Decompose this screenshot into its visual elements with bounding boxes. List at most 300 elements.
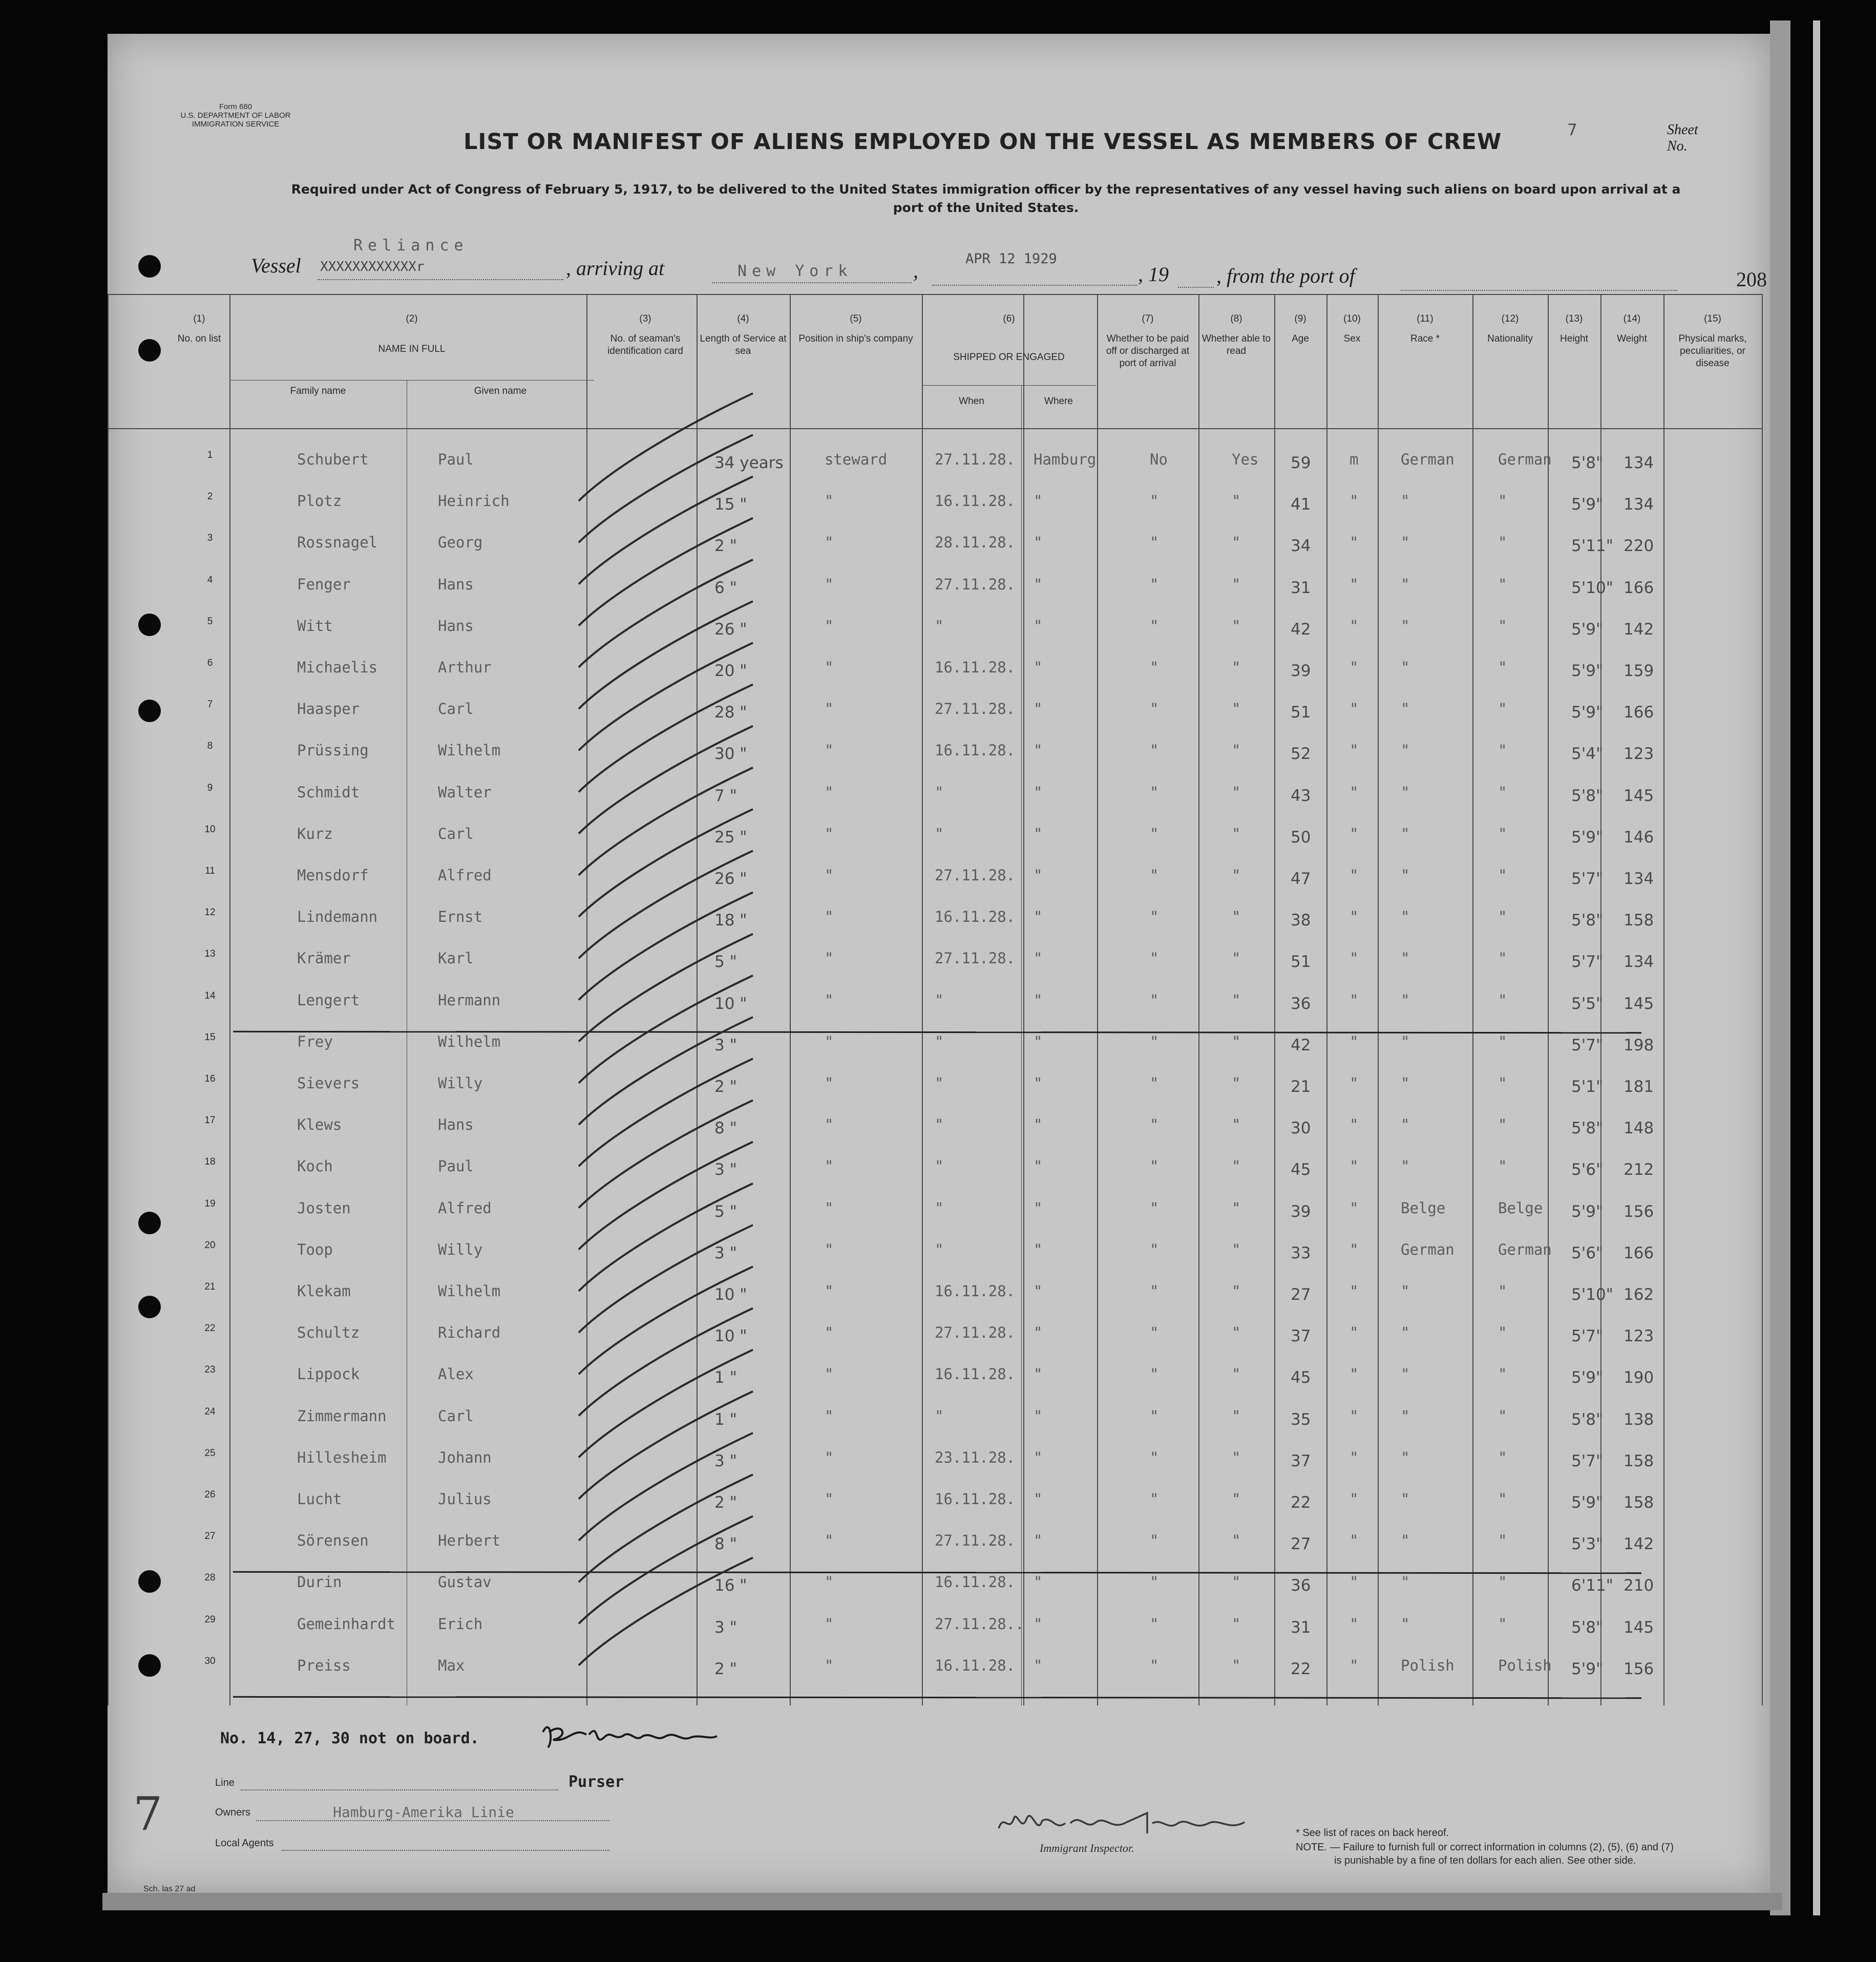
column-number: (5) xyxy=(850,313,862,324)
cell-paid: " xyxy=(1150,659,1159,676)
cell-race: " xyxy=(1401,825,1410,842)
cell-service: 3 " xyxy=(714,1036,737,1054)
cell-position: " xyxy=(825,1157,834,1175)
column-number: (6) xyxy=(1003,313,1015,324)
vessel-name-struck: XXXXXXXXXXXXr xyxy=(320,259,425,275)
row-number: 28 xyxy=(204,1572,216,1584)
cell-family: Zimmermann xyxy=(297,1407,387,1425)
cell-height: 5'5" xyxy=(1571,994,1604,1013)
cell-position: " xyxy=(825,1365,834,1383)
cell-age: 38 xyxy=(1291,911,1311,930)
cell-paid: " xyxy=(1150,1448,1159,1466)
cell-read: " xyxy=(1232,1032,1241,1050)
cell-when: 27.11.28. xyxy=(935,867,1016,884)
cell-race: " xyxy=(1401,908,1410,926)
cell-read: " xyxy=(1232,825,1241,842)
cell-nat: " xyxy=(1498,825,1507,842)
cell-age: 36 xyxy=(1291,1576,1311,1595)
column-header: Position in ship's company xyxy=(798,333,913,344)
cell-paid: " xyxy=(1150,825,1159,842)
cell-sex: " xyxy=(1350,950,1359,967)
cell-family: Gemeinhardt xyxy=(297,1615,396,1633)
cell-sex: " xyxy=(1350,991,1359,1009)
cell-race: " xyxy=(1401,1448,1410,1466)
column-number: (15) xyxy=(1704,313,1721,324)
cell-weight: 145 xyxy=(1624,994,1654,1013)
cell-when: 16.11.28. xyxy=(935,1490,1016,1508)
cell-sex: " xyxy=(1350,617,1359,635)
cell-family: Josten xyxy=(297,1199,351,1217)
cell-where: " xyxy=(1034,1157,1043,1175)
row-number: 9 xyxy=(207,782,213,793)
cell-age: 37 xyxy=(1291,1451,1311,1470)
cell-given: Julius xyxy=(438,1490,492,1508)
row-number: 20 xyxy=(204,1239,216,1251)
cell-given: Willy xyxy=(438,1074,483,1092)
cell-given: Hans xyxy=(438,617,474,635)
column-number: (1) xyxy=(193,313,205,324)
cell-where: " xyxy=(1034,1074,1043,1092)
cell-sex: " xyxy=(1350,492,1359,510)
cell-family: Michaelis xyxy=(297,659,378,676)
cell-nat: " xyxy=(1498,1573,1507,1591)
cell-when: 16.11.28. xyxy=(935,742,1016,760)
cell-nat: Polish xyxy=(1498,1656,1552,1674)
cell-position: " xyxy=(825,908,834,926)
row-number: 7 xyxy=(207,699,213,710)
cell-service: 25 " xyxy=(714,828,747,847)
cell-service: 10 " xyxy=(714,994,747,1013)
cell-family: Toop xyxy=(297,1240,333,1258)
cell-when: 16.11.28. xyxy=(935,908,1016,926)
cell-family: Klews xyxy=(297,1116,342,1134)
cell-service: 6 " xyxy=(714,578,737,597)
cell-paid: " xyxy=(1150,1532,1159,1550)
cell-paid: " xyxy=(1150,908,1159,926)
cell-paid: " xyxy=(1150,742,1159,760)
cell-sex: " xyxy=(1350,908,1359,926)
cell-read: " xyxy=(1232,492,1241,510)
cell-family: Witt xyxy=(297,617,333,635)
cell-read: " xyxy=(1232,575,1241,593)
cell-nat: " xyxy=(1498,1324,1507,1342)
cell-race: " xyxy=(1401,1365,1410,1383)
cell-when: 27.11.28. xyxy=(935,700,1016,718)
cell-read: " xyxy=(1232,1240,1241,1258)
cell-position: " xyxy=(825,1074,834,1092)
cell-given: Wilhelm xyxy=(438,1032,501,1050)
cell-when: " xyxy=(935,783,944,801)
cell-position: " xyxy=(825,825,834,842)
cell-service: 28 " xyxy=(714,703,747,722)
cell-family: Sievers xyxy=(297,1074,360,1092)
cell-paid: " xyxy=(1150,1615,1159,1633)
cell-service: 3 " xyxy=(714,1243,737,1262)
cell-weight: 162 xyxy=(1624,1285,1654,1304)
cell-read: " xyxy=(1232,617,1241,635)
cell-where: " xyxy=(1034,991,1043,1009)
row-number: 25 xyxy=(204,1447,216,1459)
cell-given: Wilhelm xyxy=(438,1282,501,1300)
cell-race: " xyxy=(1401,700,1410,718)
cell-read: " xyxy=(1232,1199,1241,1217)
column-number: (13) xyxy=(1565,313,1583,324)
cell-read: " xyxy=(1232,1490,1241,1508)
cell-service: 30 " xyxy=(714,745,747,764)
cell-paid: " xyxy=(1150,950,1159,967)
row-number: 6 xyxy=(207,658,213,668)
cell-age: 45 xyxy=(1291,1368,1311,1387)
check-stroke xyxy=(579,1558,753,1665)
cell-where: " xyxy=(1034,1365,1043,1383)
cell-family: Koch xyxy=(297,1157,333,1175)
cell-race: " xyxy=(1401,1157,1410,1175)
column-number: (9) xyxy=(1294,313,1306,324)
column-header: Nationality xyxy=(1487,333,1533,344)
cell-where: " xyxy=(1034,1324,1043,1342)
cell-weight: 198 xyxy=(1624,1036,1654,1054)
cell-height: 5'9" xyxy=(1571,495,1604,514)
cell-height: 5'9" xyxy=(1571,662,1604,680)
column-header: Age xyxy=(1292,333,1309,344)
cell-age: 31 xyxy=(1291,1618,1311,1637)
cell-sex: " xyxy=(1350,1282,1359,1300)
cell-age: 30 xyxy=(1291,1119,1311,1138)
cell-nat: " xyxy=(1498,700,1507,718)
cell-age: 34 xyxy=(1291,537,1311,556)
cell-race: " xyxy=(1401,1282,1410,1300)
cell-family: Sörensen xyxy=(297,1532,369,1550)
cell-height: 5'4" xyxy=(1571,745,1604,764)
cell-weight: 158 xyxy=(1624,1451,1654,1470)
column-number: (3) xyxy=(639,313,651,324)
cell-read: " xyxy=(1232,1615,1241,1633)
cell-weight: 145 xyxy=(1624,1618,1654,1637)
cell-when: " xyxy=(935,1199,944,1217)
cell-service: 16 " xyxy=(714,1576,747,1595)
row-number: 4 xyxy=(207,574,213,585)
form-number: Form 680 xyxy=(219,102,252,111)
cell-position: " xyxy=(825,950,834,967)
cell-given: Alex xyxy=(438,1365,474,1383)
cell-race: " xyxy=(1401,1324,1410,1342)
column-number: (8) xyxy=(1230,313,1242,324)
cell-paid: " xyxy=(1150,1157,1159,1175)
cell-age: 22 xyxy=(1291,1659,1311,1678)
cell-when: " xyxy=(935,1032,944,1050)
cell-nat: " xyxy=(1498,1615,1507,1633)
subtitle-line-2: port of the United States. xyxy=(893,200,1079,215)
cell-read: " xyxy=(1232,1573,1241,1591)
cell-where: " xyxy=(1034,575,1043,593)
cell-race: German xyxy=(1401,451,1455,468)
cell-position: " xyxy=(825,1116,834,1134)
cell-family: Preiss xyxy=(297,1656,351,1674)
row-number: 23 xyxy=(204,1364,216,1376)
cell-race: " xyxy=(1401,1532,1410,1550)
cell-family: Lindemann xyxy=(297,908,378,926)
cell-nat: " xyxy=(1498,1365,1507,1383)
cell-where: " xyxy=(1034,700,1043,718)
cell-race: " xyxy=(1401,1573,1410,1591)
cell-where: " xyxy=(1034,825,1043,842)
column-header: Whether able to read xyxy=(1202,333,1271,356)
cell-service: 5 " xyxy=(714,1202,737,1221)
cell-age: 39 xyxy=(1291,1202,1311,1221)
inspector-label: Immigrant Inspector. xyxy=(1040,1842,1134,1854)
cell-family: Fenger xyxy=(297,575,351,593)
cell-position: " xyxy=(825,659,834,676)
cell-sex: " xyxy=(1350,700,1359,718)
cell-read: " xyxy=(1232,1532,1241,1550)
line-label: Line xyxy=(215,1777,235,1788)
cell-race: " xyxy=(1401,783,1410,801)
cell-race: " xyxy=(1401,659,1410,676)
cell-height: 5'7" xyxy=(1571,1036,1604,1054)
cell-position: " xyxy=(825,1448,834,1466)
cell-weight: 181 xyxy=(1624,1078,1654,1096)
cell-nat: " xyxy=(1498,742,1507,760)
cell-when: 28.11.28. xyxy=(935,534,1016,552)
cell-family: Frey xyxy=(297,1032,333,1050)
cell-weight: 123 xyxy=(1624,1327,1654,1346)
cell-where: " xyxy=(1034,1240,1043,1258)
row-number: 27 xyxy=(204,1531,216,1542)
cell-sex: " xyxy=(1350,534,1359,552)
owners-label: Owners xyxy=(215,1807,250,1818)
cell-where: " xyxy=(1034,867,1043,884)
cell-position: " xyxy=(825,1282,834,1300)
cell-paid: " xyxy=(1150,1116,1159,1134)
cell-race: " xyxy=(1401,617,1410,635)
subcolumn-family: Family name xyxy=(290,386,346,396)
cell-read: " xyxy=(1232,1116,1241,1134)
cell-read: " xyxy=(1232,700,1241,718)
cell-where: " xyxy=(1034,1532,1043,1550)
cell-sex: " xyxy=(1350,1656,1359,1674)
cell-where: " xyxy=(1034,617,1043,635)
cell-height: 5'8" xyxy=(1571,1119,1604,1138)
cell-sex: " xyxy=(1350,1157,1359,1175)
stamp-number: 208 xyxy=(1736,268,1767,291)
cell-given: Johann xyxy=(438,1448,492,1466)
cell-read: " xyxy=(1232,1448,1241,1466)
cell-position: " xyxy=(825,742,834,760)
row-number: 10 xyxy=(204,824,216,835)
subcolumn-when: When xyxy=(959,396,984,407)
cell-age: 22 xyxy=(1291,1493,1311,1512)
print-code: Sch. las 27 ad xyxy=(143,1885,196,1893)
cell-weight: 166 xyxy=(1624,1243,1654,1262)
cell-position: " xyxy=(825,1407,834,1425)
cell-age: 31 xyxy=(1291,578,1311,597)
cell-race: " xyxy=(1401,1074,1410,1092)
cell-nat: " xyxy=(1498,659,1507,676)
cell-nat: " xyxy=(1498,991,1507,1009)
cell-read: Yes xyxy=(1232,451,1259,468)
cell-family: Rossnagel xyxy=(297,534,378,552)
cell-read: " xyxy=(1232,991,1241,1009)
cell-height: 5'8" xyxy=(1571,454,1604,472)
cell-service: 2 " xyxy=(714,1078,737,1096)
column-number: (14) xyxy=(1623,313,1641,324)
cell-position: " xyxy=(825,492,834,510)
cell-read: " xyxy=(1232,950,1241,967)
cell-service: 18 " xyxy=(714,911,747,930)
cell-nat: " xyxy=(1498,492,1507,510)
cell-sex: " xyxy=(1350,1407,1359,1425)
cell-weight: 220 xyxy=(1624,537,1654,556)
cell-sex: " xyxy=(1350,1240,1359,1258)
cell-family: Klekam xyxy=(297,1282,351,1300)
cell-read: " xyxy=(1232,1324,1241,1342)
row-number: 3 xyxy=(207,533,213,544)
cell-height: 5'6" xyxy=(1571,1243,1604,1262)
cell-height: 5'9" xyxy=(1571,1202,1604,1221)
cell-read: " xyxy=(1232,1282,1241,1300)
cell-race: " xyxy=(1401,1116,1410,1134)
cell-nat: " xyxy=(1498,1074,1507,1092)
cell-read: " xyxy=(1232,1365,1241,1383)
cell-position: " xyxy=(825,867,834,884)
fine-note-2: is punishable by a fine of ten dollars for each alien. See other side. xyxy=(1334,1855,1636,1866)
cell-nat: " xyxy=(1498,783,1507,801)
cell-nat: " xyxy=(1498,1116,1507,1134)
cell-position: " xyxy=(825,617,834,635)
cell-weight: 145 xyxy=(1624,786,1654,805)
cell-nat: " xyxy=(1498,867,1507,884)
sheet-value: 7 xyxy=(1567,121,1577,139)
cell-height: 5'6" xyxy=(1571,1161,1604,1179)
cell-race: " xyxy=(1401,1490,1410,1508)
cell-family: Durin xyxy=(297,1573,342,1591)
cell-nat: " xyxy=(1498,1532,1507,1550)
form-title: LIST OR MANIFEST OF ALIENS EMPLOYED ON THE VESSEL AS MEMBERS OF CREW xyxy=(463,129,1502,155)
cell-when: " xyxy=(935,1074,944,1092)
cell-weight: 134 xyxy=(1624,495,1654,514)
cell-age: 47 xyxy=(1291,870,1311,888)
cell-family: Haasper xyxy=(297,700,360,718)
cell-position: " xyxy=(825,1532,834,1550)
cell-read: " xyxy=(1232,659,1241,676)
cell-age: 27 xyxy=(1291,1535,1311,1554)
column-number: (11) xyxy=(1417,313,1434,324)
cell-weight: 159 xyxy=(1624,662,1654,680)
cell-when: " xyxy=(935,617,944,635)
cell-sex: " xyxy=(1350,575,1359,593)
cell-given: Max xyxy=(438,1656,465,1674)
cell-weight: 142 xyxy=(1624,620,1654,639)
cell-sex: " xyxy=(1350,1532,1359,1550)
cell-paid: " xyxy=(1150,1240,1159,1258)
cell-weight: 212 xyxy=(1624,1161,1654,1179)
cell-family: Schubert xyxy=(297,451,369,468)
cell-given: Walter xyxy=(438,783,492,801)
cell-position: " xyxy=(825,534,834,552)
not-on-board-note: No. 14, 27, 30 not on board. xyxy=(220,1729,479,1747)
from-port-label: , from the port of xyxy=(1216,264,1355,287)
cell-race: " xyxy=(1401,742,1410,760)
cell-race: " xyxy=(1401,991,1410,1009)
cell-service: 26 " xyxy=(714,620,747,639)
cell-age: 37 xyxy=(1291,1327,1311,1346)
cell-family: Krämer xyxy=(297,950,351,967)
cell-height: 5'3" xyxy=(1571,1535,1604,1554)
row-number: 30 xyxy=(204,1655,216,1666)
cell-height: 5'7" xyxy=(1571,1451,1604,1470)
cell-when: 16.11.28. xyxy=(935,1573,1016,1591)
cell-nat: " xyxy=(1498,534,1507,552)
cell-race: Belge xyxy=(1401,1199,1446,1217)
subtitle-line-1: Required under Act of Congress of February 5, 1917, to be delivered to the United States immigration officer by the representatives of any vessel having such aliens on board upon arrival at a xyxy=(291,182,1681,197)
cell-when: 16.11.28. xyxy=(935,1365,1016,1383)
cell-service: 2 " xyxy=(714,1659,737,1678)
cell-service: 10 " xyxy=(714,1327,747,1346)
cell-race: " xyxy=(1401,950,1410,967)
column-number: (7) xyxy=(1142,313,1154,324)
cell-nat: " xyxy=(1498,908,1507,926)
cell-age: 39 xyxy=(1291,662,1311,680)
row-number: 17 xyxy=(204,1115,216,1126)
vessel-label: Vessel xyxy=(251,254,301,277)
cell-sex: m xyxy=(1350,451,1359,468)
cell-height: 5'1" xyxy=(1571,1078,1604,1096)
cell-position: " xyxy=(825,575,834,593)
cell-service: 15 " xyxy=(714,495,747,514)
cell-position: " xyxy=(825,700,834,718)
cell-paid: " xyxy=(1150,867,1159,884)
cell-age: 51 xyxy=(1291,953,1311,972)
cell-race: " xyxy=(1401,1032,1410,1050)
fine-note-1: NOTE. — Failure to furnish full or correct information in columns (2), (5), (6) and (7) xyxy=(1296,1842,1674,1853)
cell-when: 27.11.28. xyxy=(935,575,1016,593)
cell-where: " xyxy=(1034,659,1043,676)
cell-sex: " xyxy=(1350,825,1359,842)
cell-when: " xyxy=(935,1240,944,1258)
arrival-date-stamp: APR 12 1929 xyxy=(965,251,1057,267)
cell-given: Carl xyxy=(438,825,474,842)
cell-where: " xyxy=(1034,1490,1043,1508)
cell-weight: 158 xyxy=(1624,1493,1654,1512)
cell-where: " xyxy=(1034,1448,1043,1466)
cell-race: German xyxy=(1401,1240,1455,1258)
column-header: Physical marks, peculiarities, or disease xyxy=(1678,333,1747,369)
cell-service: 1 " xyxy=(714,1410,737,1429)
cell-given: Paul xyxy=(438,451,474,468)
cell-weight: 134 xyxy=(1624,454,1654,472)
margin-mark: 7 xyxy=(133,1787,163,1841)
cell-position: " xyxy=(825,1573,834,1591)
purser-signature xyxy=(538,1712,722,1758)
cell-paid: " xyxy=(1150,1490,1159,1508)
cell-nat: " xyxy=(1498,1407,1507,1425)
cell-weight: 138 xyxy=(1624,1410,1654,1429)
row-number: 19 xyxy=(204,1198,216,1209)
cell-sex: " xyxy=(1350,1365,1359,1383)
cell-weight: 142 xyxy=(1624,1535,1654,1554)
cell-paid: " xyxy=(1150,1282,1159,1300)
cell-age: 59 xyxy=(1291,454,1311,472)
cell-where: " xyxy=(1034,742,1043,760)
row-number: 12 xyxy=(204,907,216,918)
arriving-label: , arriving at xyxy=(566,257,665,280)
cell-paid: " xyxy=(1150,991,1159,1009)
cell-position: " xyxy=(825,1199,834,1217)
cell-nat: Belge xyxy=(1498,1199,1543,1217)
cell-service: 7 " xyxy=(714,786,737,805)
cell-service: 20 " xyxy=(714,662,747,680)
cell-given: Gustav xyxy=(438,1573,492,1591)
